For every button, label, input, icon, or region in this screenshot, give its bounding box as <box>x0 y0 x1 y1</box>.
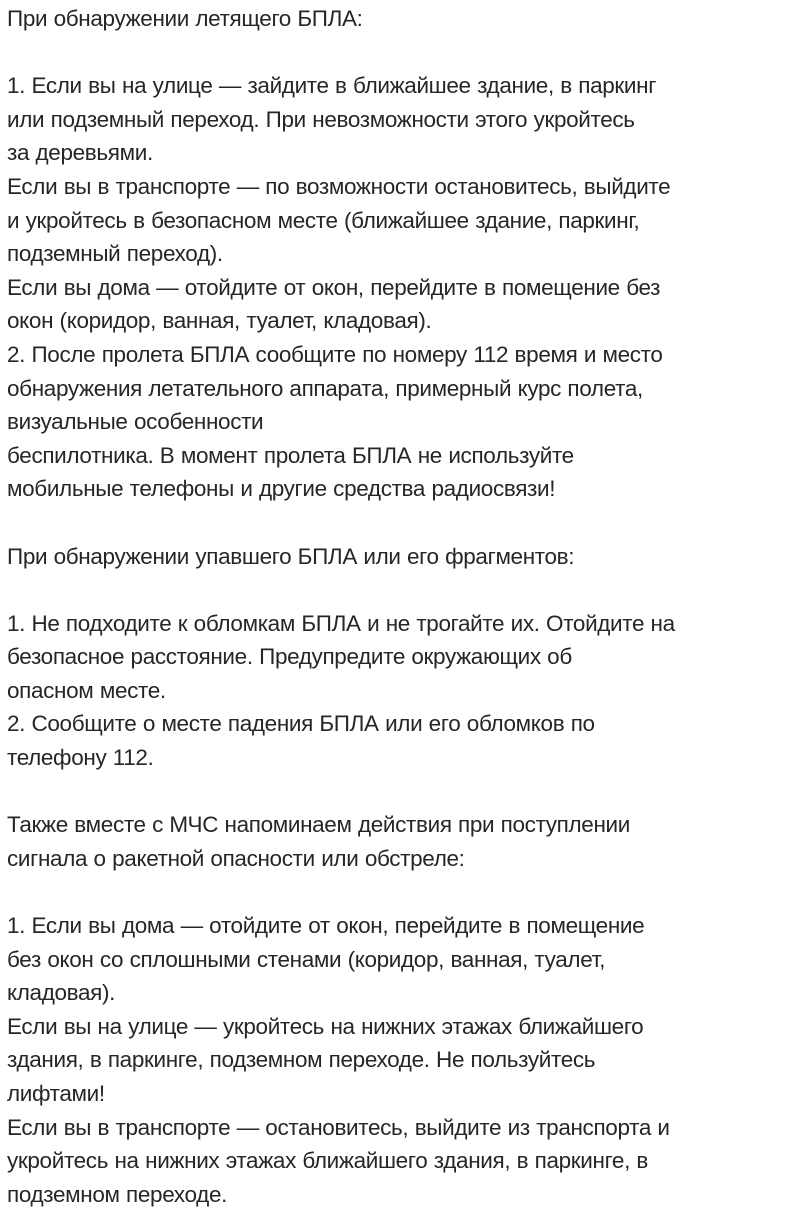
text-line: 2. Сообщите о месте падения БПЛА или его обломков по <box>7 711 595 737</box>
text-line: окон (коридор, ванная, туалет, кладовая). <box>7 308 432 334</box>
heading-flying-uav: При обнаружении летящего БПЛА: <box>7 6 363 31</box>
text-line: обнаружения летательного аппарата, примерный курс полета, <box>7 375 643 401</box>
text-line: за деревьями. <box>7 140 153 166</box>
heading-fallen-uav: При обнаружении упавшего БПЛА или его фрагментов: <box>7 543 575 569</box>
blank-line <box>7 573 793 607</box>
blank-line <box>7 36 793 70</box>
text-line: Если вы на улице — укройтесь на нижних этажах ближайшего <box>7 1013 644 1039</box>
heading-missile-danger: Также вместе с МЧС напоминаем действия при поступлении <box>7 812 630 838</box>
message-text <box>7 2 793 1211</box>
heading-missile-danger-cont: сигнала о ракетной опасности или обстреле: <box>7 845 465 871</box>
text-line: беспилотника. В момент пролета БПЛА не используйте <box>7 442 574 468</box>
text-line: кладовая). <box>7 980 116 1006</box>
text-line: и укройтесь в безопасном месте (ближайшее здание, паркинг, <box>7 207 640 233</box>
text-line: Если вы в транспорте — по возможности остановитесь, выйдите <box>7 173 671 199</box>
blank-line <box>7 875 793 909</box>
text-line: 1. Если вы на улице — зайдите в ближайшее здание, в паркинг <box>7 73 657 99</box>
text-line: здания, в паркинге, подземном переходе. Не пользуйтесь <box>7 1047 596 1073</box>
text-line: Если вы в транспорте — остановитесь, выйдите из транспорта и <box>7 1114 670 1140</box>
text-line: визуальные особенности <box>7 409 264 435</box>
text-line: 2. После пролета БПЛА сообщите по номеру 112 время и место <box>7 341 663 367</box>
text-line: или подземный переход. При невозможности этого укройтесь <box>7 106 635 132</box>
text-line: лифтами! <box>7 1081 105 1106</box>
text-line: телефону 112. <box>7 745 154 771</box>
text-line: опасном месте. <box>7 677 166 703</box>
blank-line <box>7 506 793 540</box>
text-line: Если вы дома — отойдите от окон, перейдите в помещение без <box>7 274 661 300</box>
text-line: без окон со сплошными стенами (коридор, ванная, туалет, <box>7 946 605 972</box>
text-line: подземном переходе. <box>7 1181 228 1207</box>
text-line: подземный переход). <box>7 241 223 267</box>
text-line: 1. Если вы дома — отойдите от окон, перейдите в помещение <box>7 913 645 939</box>
text-line: 1. Не подходите к обломкам БПЛА и не трогайте их. Отойдите на <box>7 610 675 636</box>
text-line: мобильные телефоны и другие средства радиосвязи! <box>7 476 556 502</box>
text-line: укройтесь на нижних этажах ближайшего здания, в паркинге, в <box>7 1148 649 1174</box>
blank-line <box>7 775 793 809</box>
text-line: безопасное расстояние. Предупредите окружающих об <box>7 644 572 670</box>
